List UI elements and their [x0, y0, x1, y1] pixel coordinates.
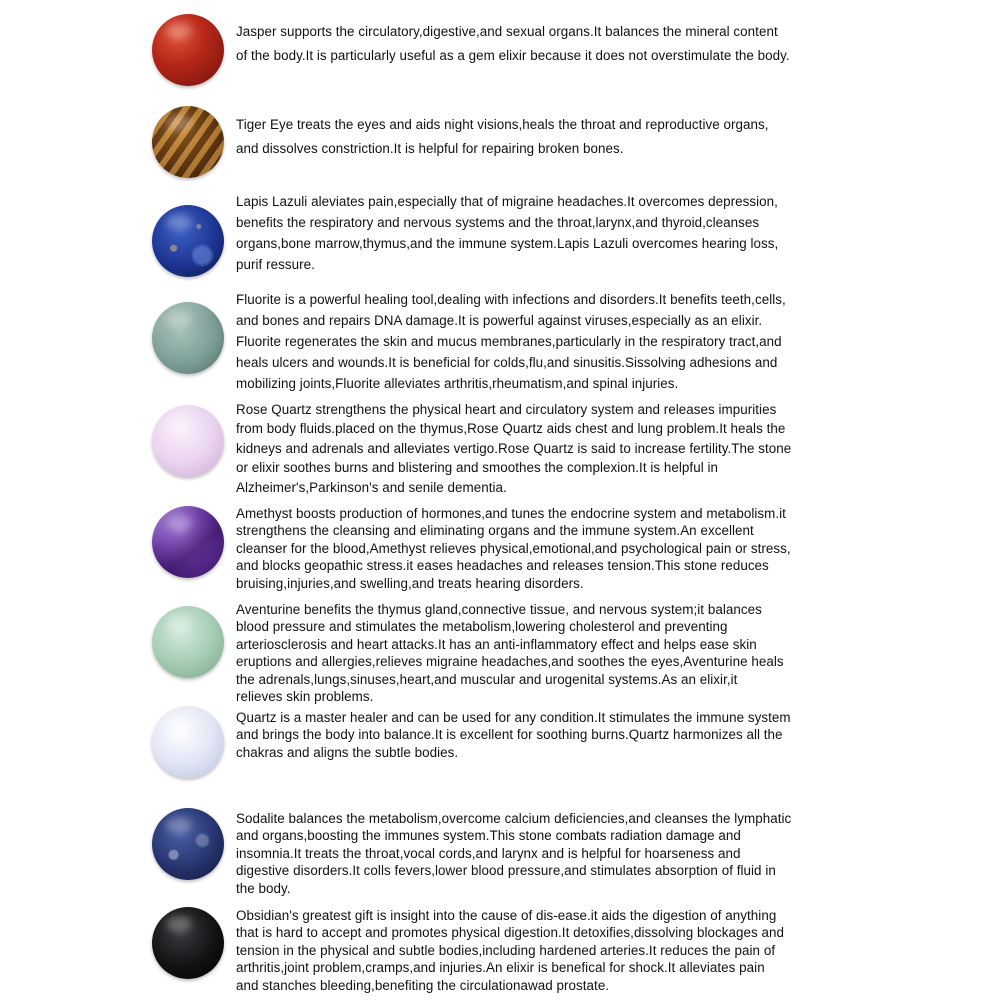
jasper-description: Jasper supports the circulatory,digestive,and sexual organs.It balances the mineral content of the body.It is particularly useful as a gem elixir because it does not overstimulate the body.: [236, 24, 790, 63]
obsidian-description: Obsidian's greatest gift is insight into the cause of dis-ease.it aids the digestion of anything that is hard to accept and promotes physical digestion.It detoxifies,dissolving blockages and tension in the physical and subtle bodies,including hardened arteries.It reduces the pain of arthritis,joint problem,cramps,and injuries.An elixir is benefical for shock.It alleviates pain and stanches bleeding,benefiting the circulationawad prostate.: [236, 908, 785, 993]
aventurine-sphere-icon: [152, 606, 224, 678]
fluorite-sphere-icon: [152, 302, 224, 374]
rose-quartz-description: Rose Quartz strengthens the physical heart and circulatory system and releases impurities from body fluids.placed on the thymus,Rose Quartz aids chest and lung problem.It heals the kidneys and adrenals and alleviates vertigo.Rose Quartz is said to increase fertility.The stone or elixir soothes burns and blistering and smoothes the complexion.It is helpful in Alzheimer's,Parkinson's and senile dementia.: [236, 402, 792, 495]
sodalite-sphere-icon: [152, 808, 224, 880]
fluorite-description: Fluorite is a powerful healing tool,dealing with infections and disorders.It benefits teeth,cells, and bones and repairs DNA damage.It is powerful against viruses,especially as an elixir. Fluorite regenerates the skin and mucus membranes,particularly in the respiratory tract,and heals ulcers and wounds.It is beneficial for colds,flu,and sinusitis.Sissolving adhesions and mobilizing joints,Fluorite alleviates arthritis,rheumatism,and spinal injuries.: [236, 292, 786, 391]
rose-quartz-sphere-icon: [152, 405, 224, 477]
quartz-description: Quartz is a master healer and can be used for any condition.It stimulates the immune system and brings the body into balance.It is excellent for soothing burns.Quartz harmonizes all the chakras and aligns the subtle bodies.: [236, 710, 791, 760]
aventurine-description: Aventurine benefits the thymus gland,connective tissue, and nervous system;it balances blood pressure and stimulates the metabolism,lowering cholesterol and preventing arteriosclerosis and heart attacks.It has an anti-inflammatory effect and helps ease skin eruptions and allergies,relieves migraine headaches,and soothes the eyes,Aventurine heals the adrenals,lungs,sinuses,heart,and muscular and urogenital systems.As an elixir,it relieves skin problems.: [236, 602, 784, 705]
tiger-eye-sphere-icon: [152, 106, 224, 178]
sodalite-description: Sodalite balances the metabolism,overcome calcium deficiencies,and cleanses the lymphatic and organs,boosting the immunes system.This stone combats radiation damage and insomnia.It treats the throat,vocal cords,and larynx and is helpful for hoarseness and digestive disorders.It colls fevers,lower blood pressure,and stimulates absorption of fluid in the body.: [236, 811, 792, 896]
obsidian-sphere-icon: [152, 907, 224, 979]
amethyst-sphere-icon: [152, 506, 224, 578]
amethyst-description: Amethyst boosts production of hormones,and tunes the endocrine system and metabolism.it strengthens the cleansing and eliminating organs and the immune system.An excellent cleanser for the blood,Amethyst relieves physical,emotional,and psychological pain or stress, and blocks geopathic stress.it eases headaches and releases tension.This stone reduces bruising,injuries,and swelling,and treats hearing disorders.: [236, 506, 791, 591]
lapis-lazuli-description: Lapis Lazuli aleviates pain,especially that of migraine headaches.It overcomes depression, benefits the respiratory and nervous systems and the throat,larynx,and thyroid,cleanses organs,bone marrow,thymus,and the immune system.Lapis Lazuli overcomes hearing loss, purif ressure.: [236, 194, 779, 272]
jasper-sphere-icon: [152, 14, 224, 86]
quartz-sphere-icon: [152, 706, 224, 778]
lapis-lazuli-sphere-icon: [152, 205, 224, 277]
tiger-eye-description: Tiger Eye treats the eyes and aids night visions,heals the throat and reproductive organs, and dissolves constriction.It is helpful for repairing broken bones.: [236, 117, 769, 156]
